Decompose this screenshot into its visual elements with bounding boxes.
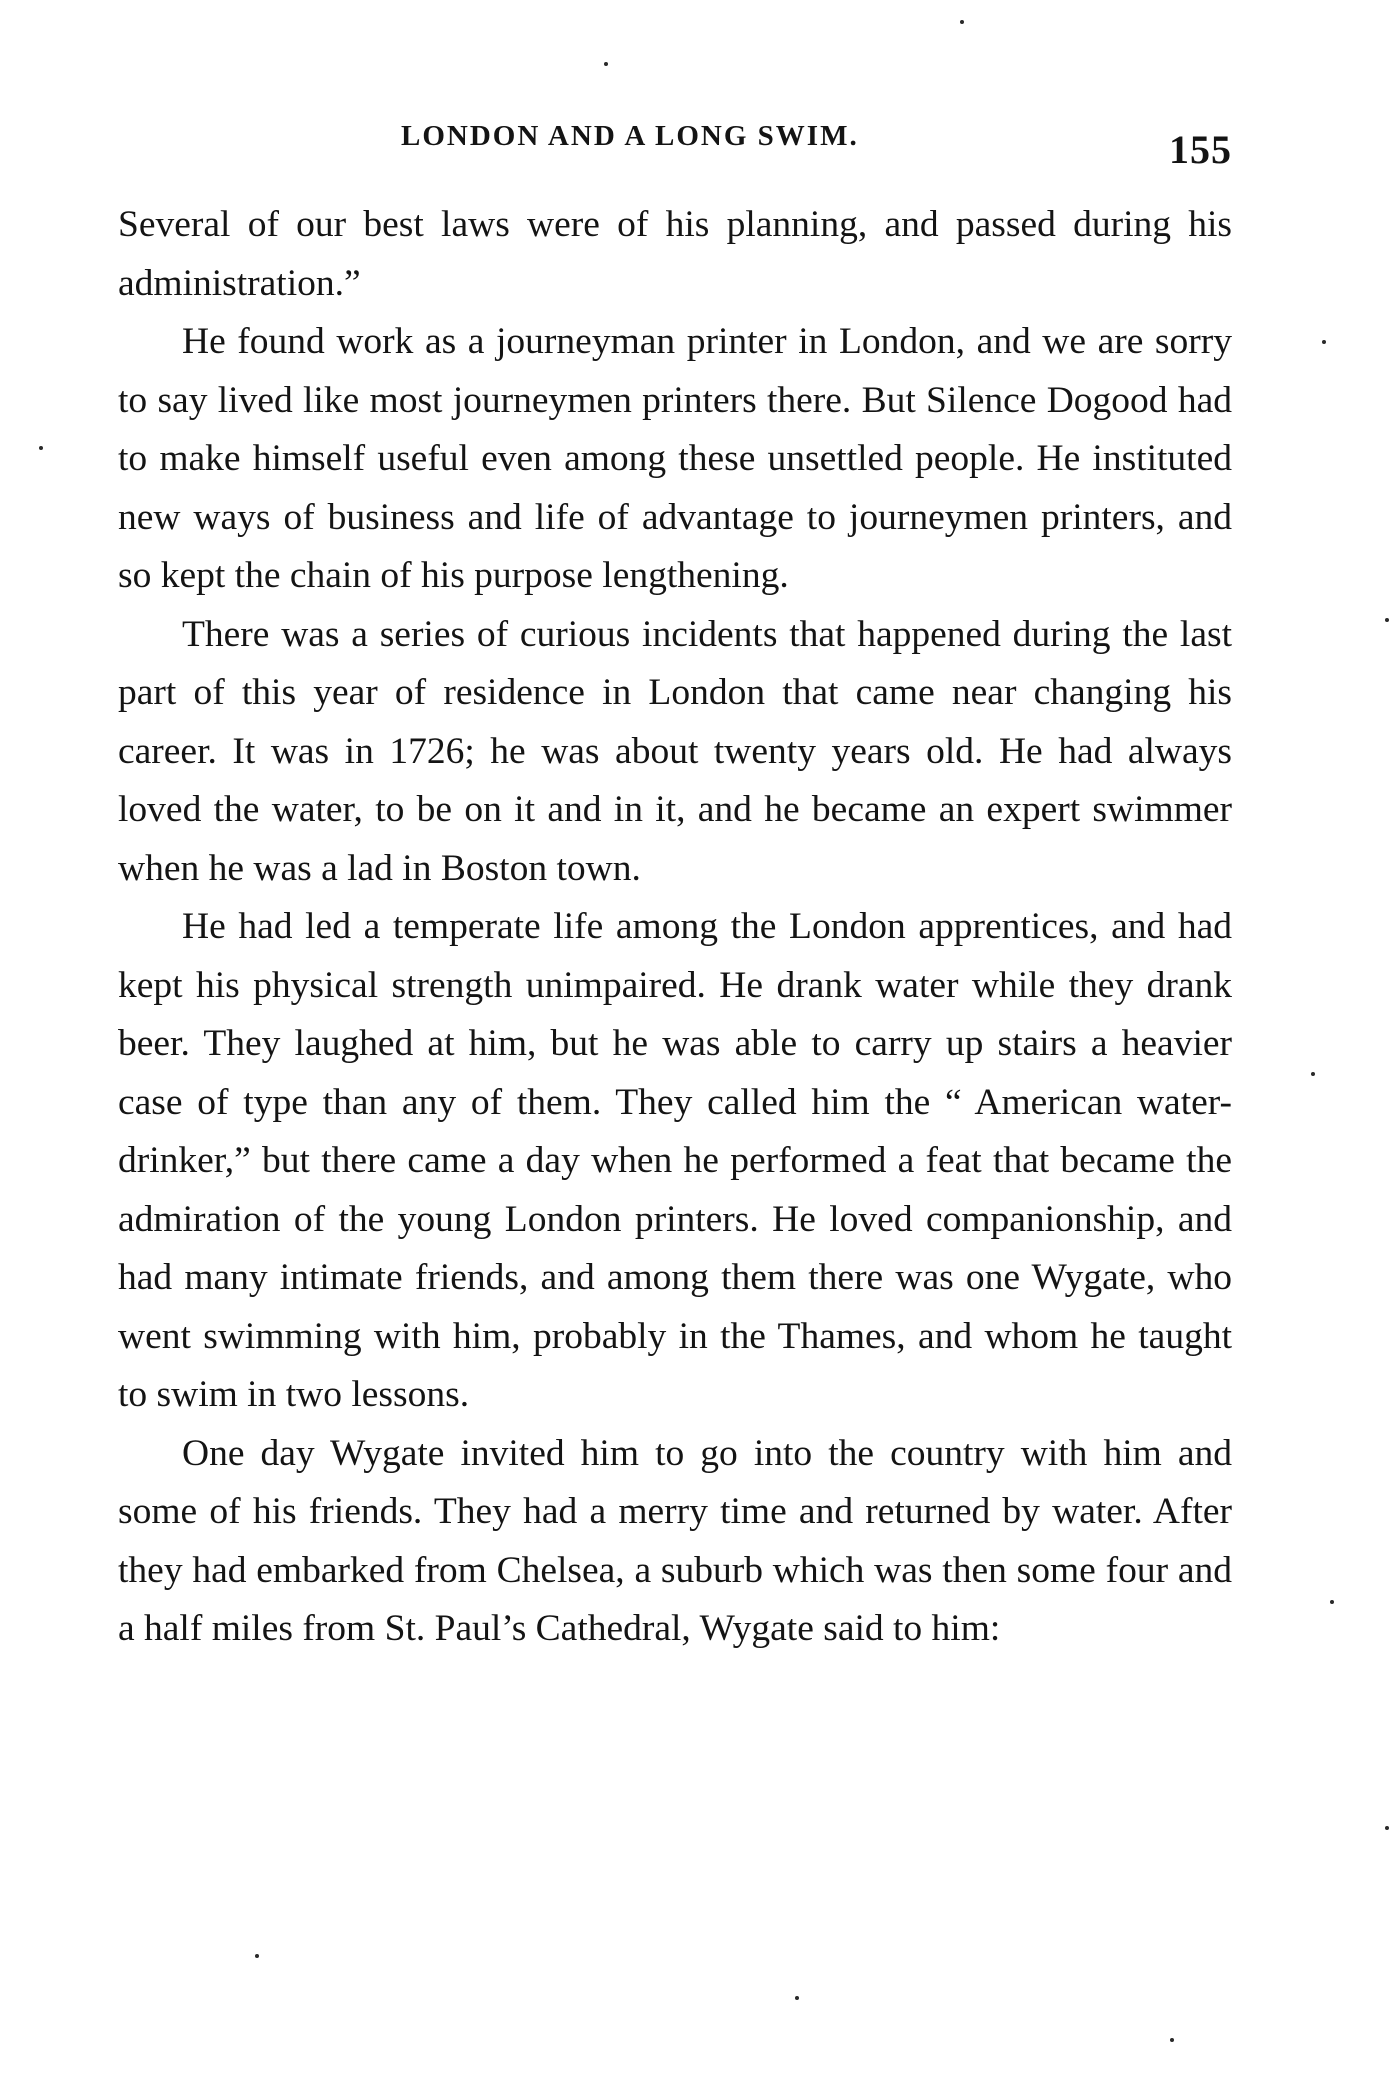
running-title: LONDON AND A LONG SWIM.	[401, 120, 859, 152]
paragraph-journeyman: He found work as a journeyman printer in London, and we are sorry to say lived like most journeymen printers there. But Silence Dogood had to make himself useful even among these unsettled people. He instituted new ways of business and life of advantage to journeymen printers, and so kept the chain of his purpose lengthening.	[118, 321, 1232, 596]
paragraph-continuation: Several of our best laws were of his planning, and passed during his administration.”	[118, 204, 1232, 304]
scan-speck	[1385, 1826, 1389, 1830]
paragraph-wygate: One day Wygate invited him to go into the country with him and some of his friends. They had a merry time and returned by water. After they had embarked from Chelsea, a suburb which was then some four and a half miles from St. Paul’s Cathedral, Wygate said to him:	[118, 1432, 1232, 1649]
scan-speck	[1385, 618, 1389, 622]
scan-speck	[1170, 2038, 1174, 2042]
scan-speck	[795, 1996, 799, 2000]
page-number: 155	[1169, 127, 1232, 172]
scan-speck	[1322, 340, 1326, 344]
scan-speck	[255, 1954, 259, 1958]
running-head	[118, 112, 1232, 172]
scan-speck	[1311, 1072, 1315, 1076]
paragraph-water-drinker: He had led a temperate life among the London apprentices, and had kept his physical strength unimpaired. He drank water while they drank beer. They laughed at him, but he was able to carry up stairs a heavier case of type than any of them. They called him the “ American water-drinker,” but there came a day when he performed a feat that became the admiration of the young London printers. He loved companionship, and had many intimate friends, and among them there was one Wygate, who went swimming with him, probably in the Thames, and whom he taught to swim in two lessons.	[118, 906, 1232, 1415]
paragraph-incidents: There was a series of curious incidents that happened during the last part of this year of residence in London that came near changing his career. It was in 1726; he was about twenty years old. He had always loved the water, to be on it and in it, and he became an expert swimmer when he was a lad in Boston town.	[118, 613, 1232, 889]
body-text	[118, 196, 1232, 1659]
scan-speck	[1330, 1600, 1334, 1604]
scan-speck	[604, 62, 608, 66]
scan-speck	[39, 446, 43, 450]
scan-speck	[960, 20, 964, 24]
